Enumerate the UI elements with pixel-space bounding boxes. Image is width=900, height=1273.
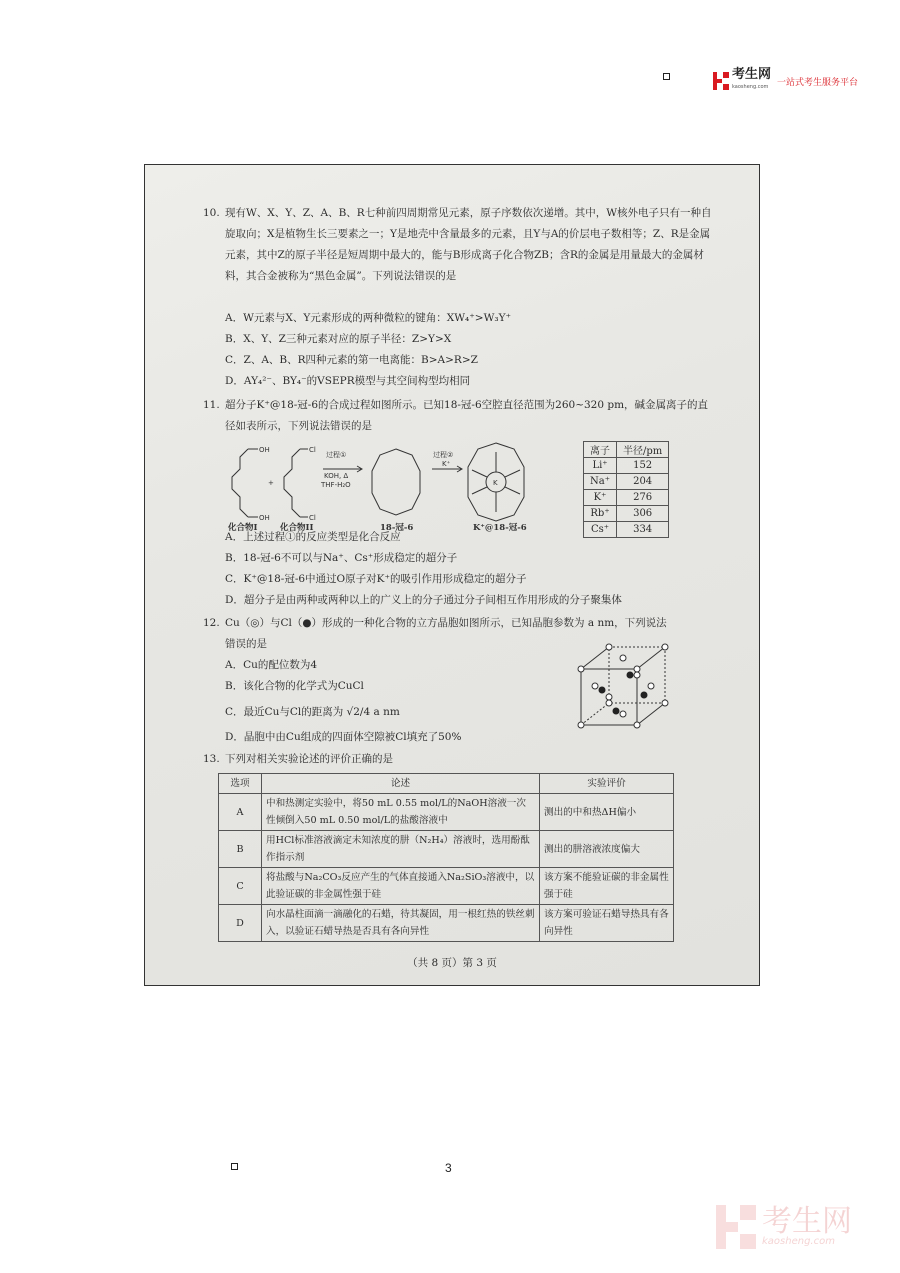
brand-name: 考生网 kaosheng.com [732, 67, 772, 90]
question-10 [203, 203, 713, 287]
question-number: 11. [203, 399, 220, 411]
page-number: 3 [445, 1161, 452, 1175]
table-cell: C [219, 868, 262, 905]
option-c: C．最近Cu与Cl的距离为 √2/4 a nm [225, 706, 400, 718]
table-cell: 该方案可验证石蜡导热具有各向异性 [540, 905, 674, 942]
table-row [219, 831, 674, 868]
ion-radius-table [583, 441, 669, 538]
question-stem: 现有W、X、Y、Z、A、B、R七种前四周期常见元素，原子序数依次递增。其中，W核外电子只有一种自旋取向；X是植物生长三要素之一；Y是地壳中含量最多的元素，且Y与A的价层电子数相等；Z、R是金属元素，其中Z的原子半径是短周期中最大的，能与B形成离子化合物ZB；含R的金属是用量最大的金属材料，其合金被称为“黑色金属”。下列说法错误的是 [225, 207, 712, 282]
table-cell: Li⁺ [584, 458, 617, 474]
question-13 [203, 749, 713, 770]
table-cell: 测出的中和热ΔH偏小 [540, 794, 674, 831]
compound2-label: 化合物II [280, 523, 314, 533]
cl-label: Cl [309, 446, 316, 454]
question-number: 13. [203, 753, 220, 765]
step2-label: 过程② [433, 451, 454, 459]
table-cell: 334 [617, 522, 669, 538]
cl-label: Cl [309, 514, 316, 522]
table-cell: 测出的肼溶液浓度偏大 [540, 831, 674, 868]
table-cell: 该方案不能验证碳的非金属性强于硅 [540, 868, 674, 905]
option-c: C．Z、A、B、R四种元素的第一电离能：B>A>R>Z [225, 354, 478, 366]
question-10-options [203, 308, 713, 392]
table-cell: 用HCl标准溶液滴定未知浓度的肼（N₂H₄）溶液时，选用酚酞作指示剂 [262, 831, 540, 868]
question-11 [203, 395, 713, 437]
option-a: A．Cu的配位数为4 [225, 659, 318, 671]
exam-page-photo [144, 164, 760, 986]
oh-label: OH [259, 514, 270, 522]
table-row [219, 905, 674, 942]
option-d: D．晶胞中由Cu组成的四面体空隙被Cl填充了50% [225, 731, 462, 743]
table-cell: 306 [617, 506, 669, 522]
option-c: C．K⁺@18-冠-6中通过O原子对K⁺的吸引作用形成稳定的超分子 [225, 573, 527, 585]
question-11-options [203, 527, 713, 611]
table-cell: 向水晶柱面滴一滴融化的石蜡，待其凝固，用一根红热的铁丝刺入，以验证石蜡导热是否具有各向异性 [262, 905, 540, 942]
cond2-label: THF-H₂O [321, 481, 351, 489]
table-header: 半径/pm [617, 442, 669, 458]
watermark-logo-icon [716, 1205, 756, 1249]
question-number: 12. [203, 617, 220, 629]
footer-bullet [231, 1163, 238, 1170]
unit-cell-diagram [577, 643, 673, 729]
option-d: D．AY₄²⁻、BY₄⁻的VSEPR模型与其空间构型均相同 [225, 375, 471, 387]
reagent2-label: K⁺ [442, 460, 451, 468]
table-cell: B [219, 831, 262, 868]
table-cell: Na⁺ [584, 474, 617, 490]
option-a: A．上述过程①的反应类型是化合反应 [225, 531, 401, 543]
table-header: 论述 [262, 774, 540, 794]
complex-label: K⁺@18-冠-6 [473, 523, 527, 533]
table-cell: 中和热测定实验中，将50 mL 0.55 mol/L的NaOH溶液一次性倾倒入50 mL 0.50 mol/L的盐酸溶液中 [262, 794, 540, 831]
evaluation-table [218, 773, 674, 942]
compound1-label: 化合物I [228, 523, 258, 533]
cond1-label: KOH, Δ [324, 472, 349, 480]
table-header: 选项 [219, 774, 262, 794]
header-bullet [663, 73, 670, 80]
table-row [219, 868, 674, 905]
table-cell: 276 [617, 490, 669, 506]
photo-page-footer: （共 8 页）第 3 页 [407, 957, 497, 969]
brand-slogan: 一站式考生服务平台 [777, 77, 859, 88]
crown-label: 18-冠-6 [380, 523, 414, 533]
table-cell: Cs⁺ [584, 522, 617, 538]
step1-label: 过程① [326, 451, 347, 459]
option-b: B．该化合物的化学式为CuCl [225, 680, 364, 692]
option-b: B．X、Y、Z三种元素对应的原子半径：Z>Y>X [225, 333, 452, 345]
logo-icon [713, 72, 729, 90]
oh-label: OH [259, 446, 270, 454]
table-cell: K⁺ [584, 490, 617, 506]
crown-ether-synthesis-diagram [220, 437, 565, 533]
plus-sign: + [268, 479, 274, 487]
table-row [219, 794, 674, 831]
table-cell: D [219, 905, 262, 942]
watermark [716, 1205, 852, 1249]
table-header: 离子 [584, 442, 617, 458]
table-cell: 204 [617, 474, 669, 490]
question-stem: Cu（◎）与Cl（●）形成的一种化合物的立方晶胞如图所示，已知晶胞参数为 a nm，下列说法错误的是 [225, 617, 667, 650]
k-label: K [493, 479, 498, 487]
table-cell: 将盐酸与Na₂CO₃反应产生的气体直接通入Na₂SiO₃溶液中，以此验证碳的非金属性强于硅 [262, 868, 540, 905]
table-cell: A [219, 794, 262, 831]
option-b: B．18-冠-6不可以与Na⁺、Cs⁺形成稳定的超分子 [225, 552, 458, 564]
question-stem: 超分子K⁺@18-冠-6的合成过程如图所示。已知18-冠-6空腔直径范围为260~320 pm，碱金属离子的直径如表所示，下列说法错误的是 [225, 399, 709, 432]
table-cell: Rb⁺ [584, 506, 617, 522]
brand-logo[interactable] [713, 67, 859, 92]
option-d: D．超分子是由两种或两种以上的广义上的分子通过分子间相互作用形成的分子聚集体 [225, 594, 622, 606]
question-stem: 下列对相关实验论述的评价正确的是 [225, 753, 393, 765]
question-12-options [203, 655, 553, 748]
watermark-text: 考生网 kaosheng.com [762, 1204, 852, 1247]
table-header: 实验评价 [540, 774, 674, 794]
question-number: 10. [203, 207, 220, 219]
option-a: A．W元素与X、Y元素形成的两种微粒的键角：XW₄⁺>W₃Y⁺ [225, 312, 512, 324]
table-cell: 152 [617, 458, 669, 474]
